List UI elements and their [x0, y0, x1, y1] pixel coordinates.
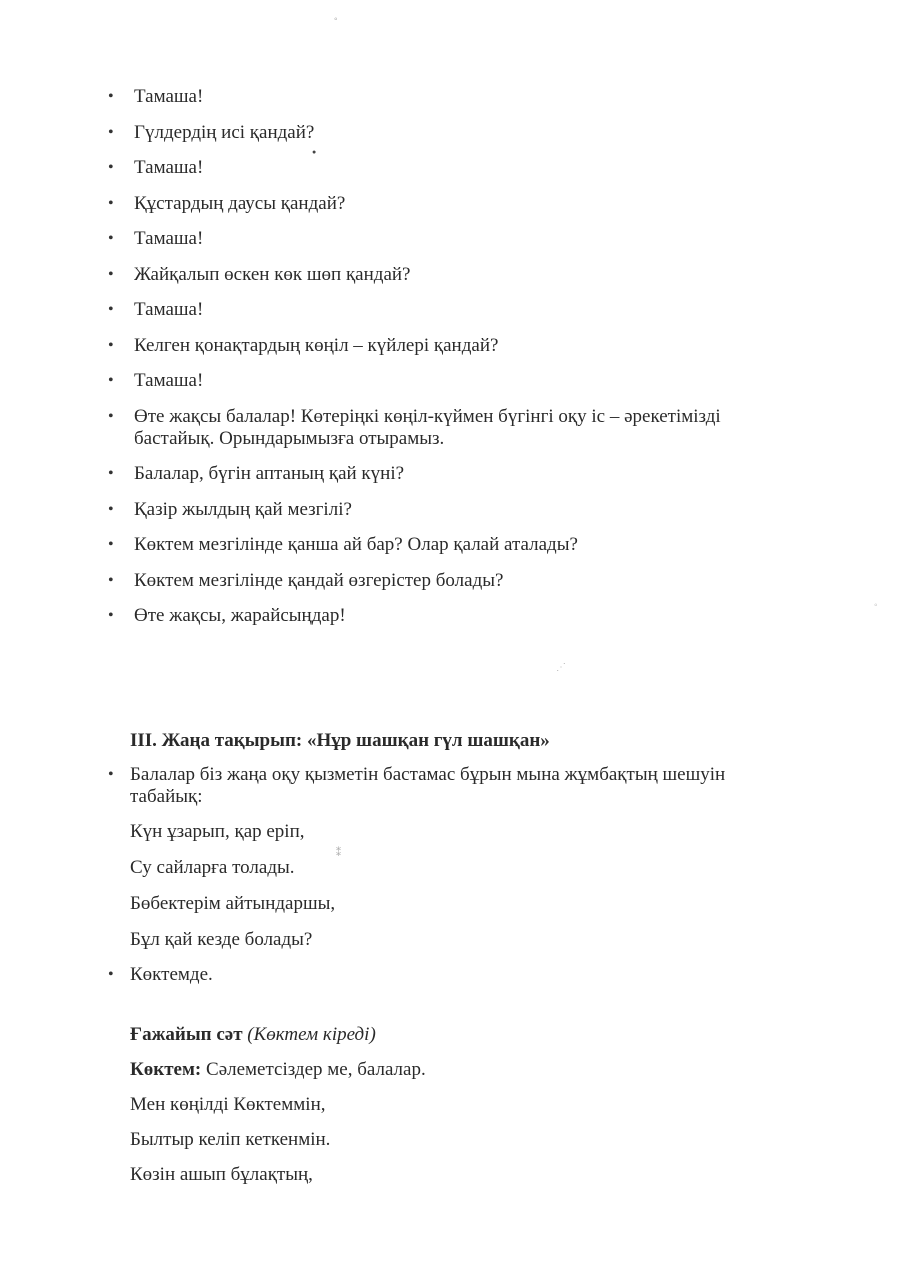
list-item: • Құстардың даусы қандай? [108, 193, 788, 215]
greeting-text: Сәлеметсіздер ме, балалар. [206, 1059, 426, 1080]
new-topic-section [108, 730, 788, 986]
speaker-line [108, 1059, 788, 1081]
stage-direction: (Көктем кіреді) [247, 1024, 376, 1045]
magic-moment-heading: Ғажайып сәт [130, 1024, 243, 1045]
riddle-intro: • Балалар біз жаңа оқу қызметін бастамас бұрын мына жұмбақтың шешуін табайық: [108, 764, 790, 808]
list-item: • Тамаша! [108, 86, 788, 108]
magic-moment-title [108, 1024, 788, 1046]
list-item: • Гүлдердің исі қандай? [108, 122, 788, 144]
riddle-line: Бөбектерім айтындаршы, [130, 893, 336, 914]
dialogue-list [108, 86, 788, 641]
list-item: • Қазір жылдың қай мезгілі? [108, 499, 788, 521]
poem-line: Мен көңілді Көктеммін, [130, 1094, 326, 1115]
list-item: • Тамаша! [108, 228, 788, 250]
list-item: • Өте жақсы, жарайсыңдар! [108, 605, 788, 627]
list-item: • Тамаша! [108, 299, 788, 321]
poem-line: Көзін ашып бұлақтың, [130, 1164, 313, 1185]
scan-speck: ● [312, 148, 317, 156]
scan-speck: ◦ [874, 600, 878, 611]
scan-speck: ⁑ [336, 848, 341, 859]
list-item: • Өте жақсы балалар! Көтеріңкі көңіл-күймен бүгінгі оқу іс – әрекетімізді бастайық. Орындарымызға отырамыз. [108, 406, 788, 450]
section-heading: ІІІ. Жаңа тақырып: «Нұр шашқан гүл шашқан» [130, 730, 550, 751]
magic-moment-section [108, 1024, 788, 1186]
list-item: • Келген қонақтардың көңіл – күйлері қандай? [108, 335, 788, 357]
riddle-line: Су сайларға толады. [130, 857, 295, 878]
speaker-name: Көктем: [130, 1059, 202, 1080]
list-item: • Жайқалып өскен көк шөп қандай? [108, 264, 788, 286]
list-item: • Көктем мезгілінде қандай өзгерістер болады? [108, 570, 788, 592]
list-item: • Тамаша! [108, 370, 788, 392]
list-item: • Көктем мезгілінде қанша ай бар? Олар қалай аталады? [108, 534, 788, 556]
list-item: • Балалар, бүгін аптаның қай күні? [108, 463, 788, 485]
riddle-line: Күн ұзарып, қар еріп, [130, 821, 305, 842]
list-item: • Тамаша! [108, 157, 788, 179]
poem-line: Былтыр келіп кеткенмін. [130, 1129, 331, 1150]
riddle-line: Бұл қай кезде болады? [130, 929, 313, 950]
scan-speck: ◦ [334, 14, 338, 25]
scan-speck: ⋰ [556, 662, 566, 673]
riddle-answer: • Көктемде. [108, 964, 788, 986]
